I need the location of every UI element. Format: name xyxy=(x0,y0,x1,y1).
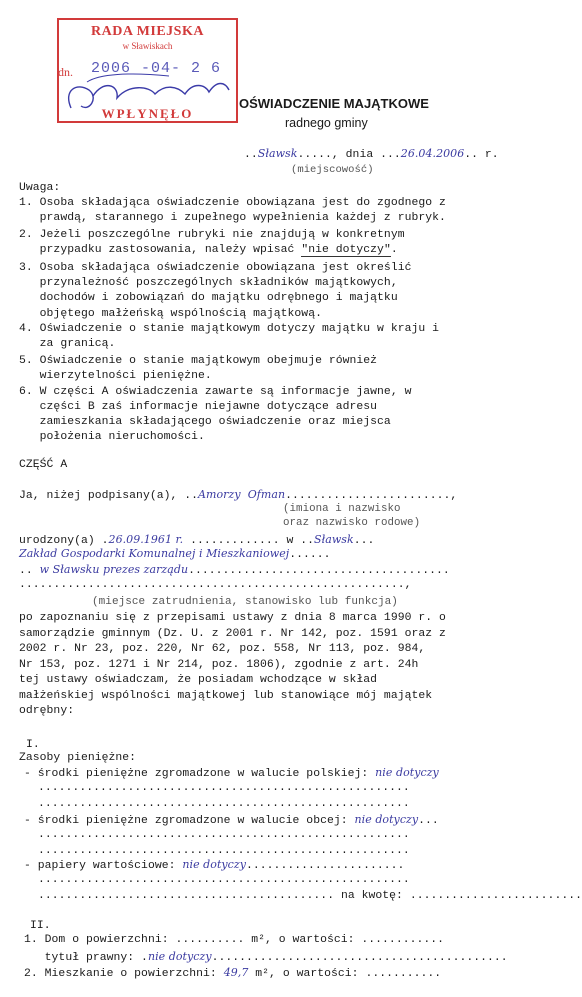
instruction-line: objętego małżeńską wspólnością majątkową. xyxy=(19,308,322,320)
instruction-line: wierzytelności pieniężne. xyxy=(19,370,212,382)
declarant-name: Amorzy Ofman xyxy=(198,488,286,501)
securities-dots: ...................................................... xyxy=(38,874,410,886)
place-suffix: ....., dnia xyxy=(297,149,374,161)
instruction-line: za granicą. xyxy=(19,338,116,350)
place-date-line xyxy=(244,147,499,161)
stamp-received: WPŁYNĘŁO xyxy=(101,106,194,121)
pln-line xyxy=(24,766,439,780)
securities-value: nie dotyczy xyxy=(182,858,247,871)
legal-line: tej ustawy oświadczam, że posiadam wchodzące w skład xyxy=(19,674,378,686)
instruction-line: 1. Osoba składająca oświadczenie obowiązana jest do zgodnego z xyxy=(19,197,446,209)
instructions-heading: Uwaga: xyxy=(19,182,61,194)
stamp-subtitle: w Sławiskach xyxy=(122,41,173,51)
born-suffix: ... xyxy=(353,535,375,547)
work-text-1: Zakład Gospodarki Komunalnej i Mieszkaniowej xyxy=(19,547,290,560)
stamp-date: 2006 -04- 2 6 xyxy=(91,60,222,77)
place-value: Sławsk xyxy=(257,147,298,160)
instruction-line: dochodów i zobowiązań do majątku odrębnego i majątku xyxy=(19,292,398,304)
name-hint-1: (imiona i nazwisko xyxy=(283,503,401,515)
work-line-1 xyxy=(19,547,331,561)
amount-label: na kwotę: xyxy=(340,890,403,902)
fx-label: - środki pieniężne zgromadzone w walucie obcej: xyxy=(24,815,355,827)
stamp-title: RADA MIEJSKA xyxy=(91,24,204,39)
flat-label-b: m², o wartości: ........... xyxy=(248,968,442,980)
securities-label: - papiery wartościowe: xyxy=(24,860,183,872)
place-prefix: .. xyxy=(244,149,258,161)
declarant-line xyxy=(19,488,457,502)
work-dots-3: ........................................................, xyxy=(19,579,412,591)
legal-line: Nr 153, poz. 1271 i Nr 214, poz. 1806), zgodnie z art. 24h xyxy=(19,659,419,671)
instruction-line: przypadku zastosowania, należy wpisać "nie dotyczy". xyxy=(19,244,398,256)
stamp-date-label: dn. xyxy=(58,65,73,79)
name-hint-2: oraz nazwisko rodowe) xyxy=(283,517,421,529)
fx-dots-1: ...................................................... xyxy=(38,829,410,841)
born-date: 26.09.1961 r. xyxy=(108,533,184,546)
instruction-line: 3. Osoba składająca oświadczenie obowiązana jest określić xyxy=(19,262,412,274)
instruction-line: położenia nieruchomości. xyxy=(19,431,205,443)
pln-dots-2: ...................................................... xyxy=(38,798,410,810)
born-place: Sławsk xyxy=(314,533,354,546)
declarant-suffix: ........................, xyxy=(285,490,458,502)
legal-line: samorządzie gminnym (Dz. U. z 2001 r. Nr 142, poz. 1591 oraz z xyxy=(19,628,446,640)
instruction-line: 5. Oświadczenie o stanie majątkowym obejmuje również xyxy=(19,355,378,367)
instruction-line: 6. W części A oświadczenia zawarte są informacje jawne, w xyxy=(19,386,412,398)
title-dots: ........................................... xyxy=(211,952,508,964)
declarant-prefix: Ja, niżej podpisany(a), .. xyxy=(19,490,199,502)
title-value: nie dotyczy xyxy=(147,950,212,963)
work-dots-1: ...... xyxy=(289,549,331,561)
instruction-line: 4. Oświadczenie o stanie majątkowym dotyczy majątku w kraju i xyxy=(19,323,440,335)
flat-label-a: 2. Mieszkanie o powierzchni: xyxy=(24,968,224,980)
work-hint: (miejsce zatrudnienia, stanowisko lub funkcja) xyxy=(92,596,398,608)
legal-line: odrębny: xyxy=(19,705,75,717)
fx-dots-2: ...................................................... xyxy=(38,845,410,857)
work-dots-2: ...................................... xyxy=(188,565,450,577)
born-prefix: urodzony(a) . xyxy=(19,535,109,547)
instruction-line: 2. Jeżeli poszczególne rubryki nie znajdują w konkretnym xyxy=(19,229,405,241)
title-line xyxy=(24,950,508,964)
section-2-numeral: II. xyxy=(30,920,51,932)
document-title: OŚWIADCZENIE MAJĄTKOWE xyxy=(239,96,429,111)
work-text-2: w Sławsku prezes zarządu xyxy=(39,563,189,576)
section-1-numeral: I. xyxy=(26,739,40,751)
nie-dotyczy-emphasis: "nie dotyczy" xyxy=(301,244,391,256)
instruction-line: prawdą, starannego i zupełnego wypełnienia każdej z rubryk. xyxy=(19,212,446,224)
securities-line: - papiery wartościowe: nie dotyczy....................... xyxy=(24,858,405,872)
flat-area: 49,7 xyxy=(223,966,249,979)
legal-line: 2002 r. Nr 23, poz. 220, Nr 62, poz. 558, Nr 113, poz. 984, xyxy=(19,643,426,655)
born-mid: ............. w .. xyxy=(183,535,315,547)
amount-line: ........................................... na kwotę: ......................... xyxy=(38,890,582,902)
instruction-line: zamieszkania składającego oświadczenie oraz miejsca xyxy=(19,416,391,428)
legal-line: po zapoznaniu się z przepisami ustawy z dnia 8 marca 1990 r. o xyxy=(19,612,446,624)
place-hint: (miejscowość) xyxy=(291,164,374,176)
work-line-2: .. w Sławsku prezes zarządu...................................... xyxy=(19,563,450,577)
date-suffix: .. r. xyxy=(464,149,499,161)
pln-value: nie dotyczy xyxy=(375,766,439,779)
house-line: 1. Dom o powierzchni: .......... m², o wartości: ............ xyxy=(24,934,445,946)
date-value: 26.04.2006 xyxy=(400,147,465,160)
fx-line: - środki pieniężne zgromadzone w walucie obcej: nie dotyczy... xyxy=(24,813,439,827)
flat-line xyxy=(24,966,441,980)
document-subtitle: radnego gminy xyxy=(285,116,368,130)
fx-value: nie dotyczy xyxy=(354,813,419,826)
pln-label: - środki pieniężne zgromadzone w walucie polskiej: xyxy=(24,768,376,780)
legal-line: małżeńskiej wspólności majątkowej lub stanowiące mój majątek xyxy=(19,690,433,702)
amount-dots: ........................................... xyxy=(38,890,335,902)
section-1-heading: Zasoby pieniężne: xyxy=(19,752,137,764)
instruction-line: przynależność poszczególnych składników majątkowych, xyxy=(19,277,398,289)
part-a-heading: CZĘŚĆ A xyxy=(19,459,68,471)
received-stamp xyxy=(57,18,238,123)
date-prefix: ... xyxy=(380,149,401,161)
pln-dots-1: ...................................................... xyxy=(38,782,410,794)
title-label: tytuł prawny: . xyxy=(24,952,148,964)
instruction-line: części B zaś informacje niejawne dotyczące adresu xyxy=(19,401,378,413)
born-line xyxy=(19,533,374,547)
